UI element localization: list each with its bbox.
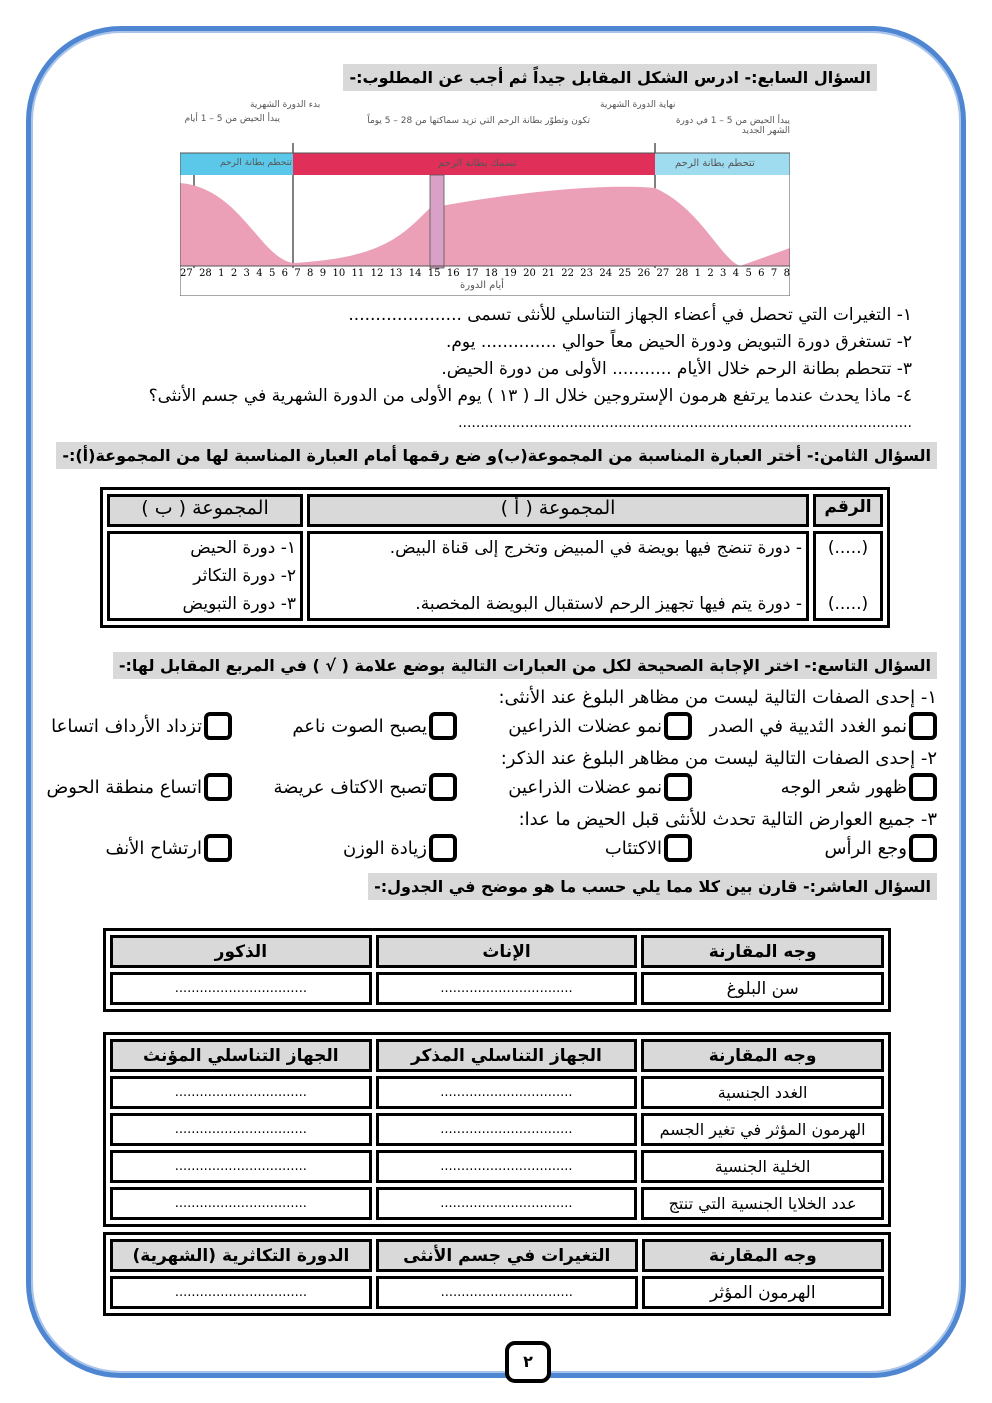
day-tick-label: 17 [465,268,479,279]
q9-option-label: نمو عضلات الذراعين [508,715,662,737]
q7-section [343,64,877,91]
q8-group-a-item: - دورة يتم فيها تجهيز الرحم لاستقبال البويضة المخصبة. [415,594,802,614]
menstrual-cycle-diagram [180,98,790,296]
day-tick-label: 11 [351,268,365,279]
q7-item-3: ٣- تتحطم بطانة الرحم خلال الأيام ........... الأولى من دورة الحيض. [441,359,912,379]
comparison-table-2 [103,1032,891,1227]
table-row [110,1113,884,1146]
q8-group-b-item: ٣- دورة التبويض [182,594,296,614]
q9-option-label: نمو الغدد الثديية في الصدر [709,715,907,737]
day-tick-label: 3 [243,268,250,279]
q8-num-slot[interactable]: (.....) [827,538,869,558]
label-end-cycle: نهاية الدورة الشهرية [600,100,676,110]
q7-item-1: ١- التغيرات التي تحصل في أعضاء الجهاز التناسلي للأنثى تسمى ..................... [348,305,912,325]
day-tick-label: 4 [732,268,740,279]
q8-group-a-item: - دورة تنضج فيها بويضة في المبيض وتخرج إلى قناة البيض. [389,538,802,558]
q9-option-label: اتساع منطقة الحوض [46,776,202,798]
checkbox[interactable] [204,834,232,862]
day-tick-label: 28 [675,268,689,279]
day-tick-label: 1 [218,268,225,279]
table-header: وجه المقارنة [641,935,884,968]
answer-blank[interactable]: ................................ [376,1113,638,1146]
day-tick-label: 27 [180,268,193,279]
answer-blank[interactable]: ................................ [110,1113,372,1146]
q8-title: السؤال الثامن:- أختر العبارة المناسبة من المجموعة(ب)و ضع رقمها أمام العبارة المناسبة لها من المجموعة(أ):- [56,442,937,469]
q9-option[interactable] [51,712,232,740]
q7-item-2: ٢- تستغرق دورة التبويض ودورة الحيض معاً حوالي .............. يوم. [446,332,912,352]
table-header: الإناث [376,935,638,968]
table-header: الجهاز التناسلي المذكر [376,1039,638,1072]
q9-title-wrap [113,652,937,679]
q9-option-label: الاكتئاب [604,837,662,859]
q9-option-label: زيادة الوزن [342,837,427,859]
comparison-aspect: الغدد الجنسية [641,1076,884,1109]
day-tick-label: 16 [446,268,460,279]
label-start-cycle: بدء الدورة الشهرية [250,100,321,110]
label-shed-left: تتحطم بطانة الرحم [220,158,292,168]
day-tick-label: 5 [268,268,276,279]
answer-blank[interactable]: ................................ [110,1076,372,1109]
q7-questions [52,302,912,437]
q8-header-a: المجموعة ( أ ) [307,494,809,527]
q9-option[interactable] [824,834,937,862]
q8-matching-table [100,487,890,628]
day-tick-label: 18 [484,268,498,279]
day-tick-label: 22 [561,268,574,279]
q9-option[interactable] [709,712,937,740]
cycle-chart [180,98,790,296]
answer-blank[interactable]: ................................ [110,1150,372,1183]
q9-option[interactable] [508,773,692,801]
day-tick-label: 7 [770,268,778,279]
comparison-aspect: الهرمون المؤثر [642,1276,884,1309]
page-number: ٢ [505,1341,551,1383]
q8-group-b-item: ٢- دورة التكاثر [193,566,296,586]
day-tick-label: 23 [580,268,593,279]
checkbox[interactable] [429,834,457,862]
q9-option[interactable] [605,834,692,862]
answer-blank[interactable]: ................................ [110,972,372,1005]
q9-option-label: ظهور شعر الوجه [780,776,907,798]
day-tick-label: 6 [758,268,765,279]
day-tick-label: 13 [389,268,403,279]
q9-option[interactable] [781,773,937,801]
table-header: الجهاز التناسلي المؤنث [110,1039,372,1072]
label-menses-new: يبدأ الحيض من 5 – 1 في دورة الشهر الجديد [675,116,790,136]
comparison-table-1 [103,928,891,1012]
label-shed-right: تتحطم بطانة الرحم [675,158,755,169]
checkbox[interactable] [429,773,457,801]
answer-blank[interactable]: ................................ [376,1187,638,1220]
label-menses-start: يبدأ الحيض من 5 – 1 أيام [184,114,280,124]
q7-item-4: ٤- ماذا يحدث عندما يرتفع هرمون الإستروجين خلال الـ ( ١٣ ) يوم الأولى من الدورة الشهرية في جسم الأنثى؟ [148,386,912,406]
day-tick-label: 1 [694,268,702,279]
table-header: وجه المقارنة [642,1239,884,1272]
day-tick-label: 27 [656,268,670,279]
day-tick-label: 2 [230,268,238,279]
table-header: الدورة التكاثرية (الشهرية) [110,1239,372,1272]
q8-header-b: المجموعة ( ب ) [107,494,303,527]
day-tick-label: 2 [707,268,714,279]
day-tick-label: 8 [307,268,314,279]
answer-blank[interactable]: ................................ [376,1150,638,1183]
checkbox[interactable] [664,712,692,740]
answer-blank[interactable]: ................................ [110,1276,372,1309]
q9-option[interactable] [47,773,233,801]
day-tick-label: 26 [637,268,651,279]
q9-option[interactable] [292,712,457,740]
day-tick-label: 6 [281,268,289,279]
q9-question-3: ٣- جميع العوارض التالية تحدث للأنثى قبل الحيض ما عدا: [518,809,937,830]
comparison-aspect: الخلية الجنسية [641,1150,884,1183]
q8-header-num: الرقم [813,494,883,527]
answer-blank[interactable]: ................................ [376,1276,638,1309]
day-tick-label: 9 [319,268,327,279]
q9-question-1: ١- إحدى الصفات التالية ليست من مظاهر البلوغ عند الأنثى: [498,687,937,708]
uterine-lining-wave [180,183,790,266]
q9-option-label: تزداد الأرداف اتساعا [51,715,202,737]
q8-title-wrap [56,442,937,469]
table-row [110,1150,884,1183]
comparison-table-3 [103,1232,891,1316]
table-row [110,1076,884,1109]
table-header: الذكور [110,935,372,968]
day-axis [180,268,790,279]
day-tick-label: 28 [199,268,212,279]
checkbox[interactable] [429,712,457,740]
answer-blank[interactable]: ................................ [376,972,638,1005]
day-tick-label: 7 [294,268,301,279]
day-tick-label: 24 [599,268,613,279]
answer-blank[interactable]: ................................ [376,1076,638,1109]
checkbox[interactable] [909,773,937,801]
answer-blank[interactable]: ................................ [110,1187,372,1220]
day-tick-label: 20 [523,268,536,279]
day-tick-label: 10 [332,268,346,279]
table-header: التغيرات في جسم الأنثى [376,1239,638,1272]
q9-option-label: وجع الرأس [824,837,907,859]
q9-option[interactable] [274,773,457,801]
day-tick-label: 8 [783,268,790,279]
q8-group-b-item: ١- دورة الحيض [190,538,296,558]
comparison-aspect: عدد الخلايا الجنسية التي تنتج [641,1187,884,1220]
q7-answer-line[interactable]: ...................................................................................................... [458,415,912,431]
q7-title: السؤال السابع:- ادرس الشكل المقابل جيداً ثم أجب عن المطلوب:- [343,64,877,91]
day-tick-label: 15 [427,268,441,279]
day-tick-label: 4 [256,268,263,279]
label-thicken: تسمك بطانة الرحم [438,158,517,169]
days-axis-label: أيام الدورة [460,280,504,291]
comparison-aspect: الهرمون المؤثر في تغير الجسم [641,1113,884,1146]
q9-option-label: تصبح الاكتاف عريضة [273,776,427,798]
q10-title: السؤال العاشر:- قارن بين كلا مما يلي حسب ما هو موضح في الجدول:- [368,873,937,900]
q9-option-label: يصبح الصوت ناعم [292,715,427,737]
day-tick-label: 21 [542,268,555,279]
q8-num-slot[interactable]: (.....) [827,594,869,614]
checkbox[interactable] [909,834,937,862]
label-lining-growth: تكون وتطوّر بطانة الرحم التي تزيد سماكتها من 28 – 5 يوماً [367,116,590,126]
day-tick-label: 3 [720,268,727,279]
table-row [110,972,884,1005]
q9-option[interactable] [343,834,457,862]
table-row [110,1276,884,1309]
table-header: وجه المقارنة [641,1039,884,1072]
day-tick-label: 12 [370,268,384,279]
checkbox[interactable] [664,834,692,862]
checkbox[interactable] [909,712,937,740]
q9-option-label: ارتشاح الأنف [105,837,202,859]
checkbox[interactable] [664,773,692,801]
day-tick-label: 5 [745,268,752,279]
day-tick-label: 19 [504,268,517,279]
q9-option[interactable] [508,712,692,740]
q9-question-2: ٢- إحدى الصفات التالية ليست من مظاهر البلوغ عند الذكر: [500,748,937,769]
checkbox[interactable] [204,773,232,801]
day-tick-label: 14 [408,268,422,279]
q9-title: السؤال التاسع:- اختر الإجابة الصحيحة لكل من العبارات التالية بوضع علامة ( √ ) في المربع المقابل لها:- [113,652,937,679]
checkbox[interactable] [204,712,232,740]
day-tick-label: 25 [618,268,632,279]
table-row [110,1187,884,1220]
q9-option[interactable] [106,834,233,862]
q10-title-wrap [368,873,937,900]
q9-option-label: نمو عضلات الذراعين [508,776,662,798]
comparison-aspect: سن البلوغ [641,972,884,1005]
